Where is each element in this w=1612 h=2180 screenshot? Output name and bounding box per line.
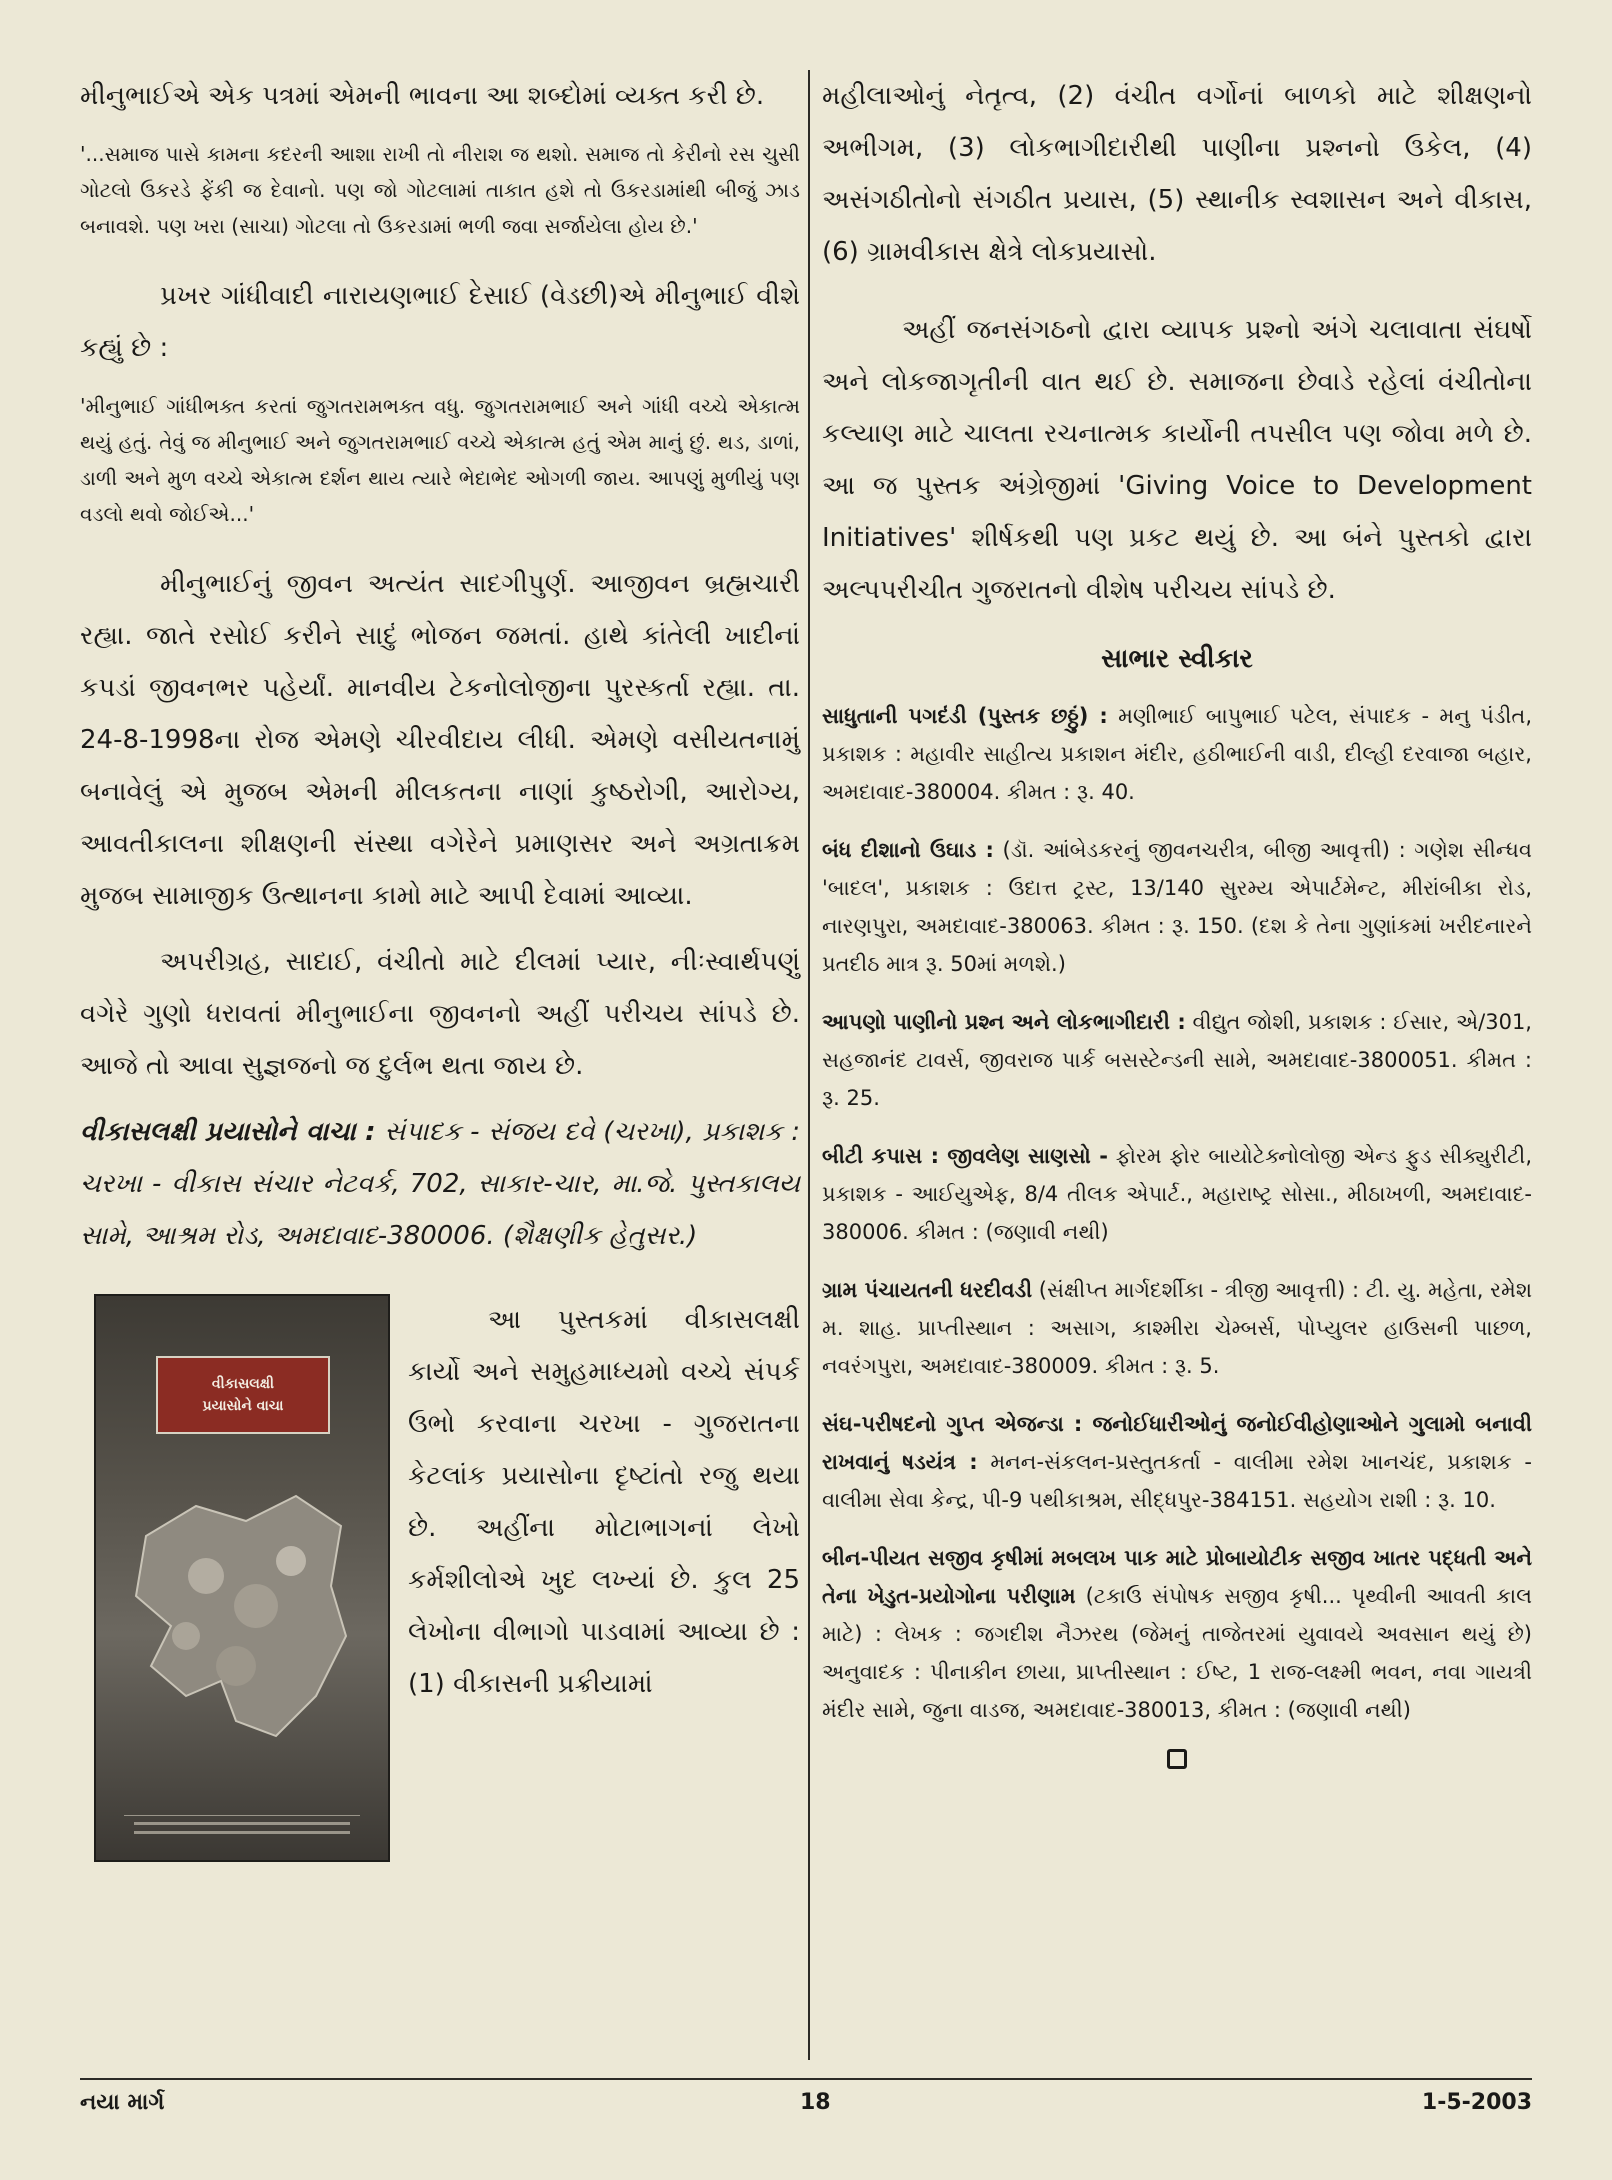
- book-cover-footer: [124, 1815, 360, 1842]
- right-column: [822, 70, 1532, 1769]
- paragraph-summary: અહીં જનસંગઠનો દ્વારા વ્યાપક પ્રશ્નો અંગે ચલાવાતા સંઘર્ષો અને લોકજાગૃતીની વાત થઈ છે. સમાજના છેવાડે રહેલાં વંચીતોના કલ્યાણ માટે ચાલતા રચનાત્મક કાર્યોની તપસીલ પણ જોવા મળે છે. આ જ પુસ્તક અંગ્રેજીમાં 'Giving Voice to Development Initiatives' શીર્ષકથી પણ પ્રકટ થયું છે. આ બંને પુસ્તકો દ્વારા અલ્પપરીચીત ગુજરાતનો વીશેષ પરીચય સાંપડે છે.: [822, 315, 1532, 605]
- quote-letter: '...સમાજ પાસે કામના કદરની આશા રાખી તો નીરાશ જ થશો. સમાજ તો કેરીનો રસ ચુસી ગોટલો ઉકરડે ફેંકી જ દેવાનો. પણ જો ગોટલામાં તાકાત હશે તો ઉકરડામાંથી બીજું ઝાડ બનાવશે. પણ ખરા (સાચા) ગોટલા તો ઉકરડામાં ભળી જવા સર્જાયેલા હોય છે.': [80, 142, 800, 238]
- book-entry: [822, 1137, 1532, 1251]
- book-reference-details: સંપાદક - સંજય દવે (ચરખા), પ્રકાશક : ચરખા - વીકાસ સંચાર નેટવર્ક, 702, સાકાર-ચાર, મા.જે. પુસ્તકાલય સામે, આશ્રમ રોડ, અમદાવાદ-380006. (શૈક્ષણીક હેતુસર.): [80, 1117, 800, 1251]
- book-description: આ પુસ્તકમાં વીકાસલક્ષી કાર્યો અને સમુહમાધ્યમો વચ્ચે સંપર્ક ઉભો કરવાના ચરખા - ગુજરાતના કેટલાંક પ્રયાસોના દૃષ્ટાંતો રજુ થયા છે. અહીંના મોટાભાગનાં લેખો કર્મશીલોએ ખુદ લખ્યાં છે. કુલ 25 લેખોના વીભાગો પાડવામાં આવ્યા છે : (1) વીકાસની પ્રક્રીયામાં: [408, 1305, 800, 1699]
- book-section: [80, 1294, 800, 1866]
- book-entry: [822, 1003, 1532, 1117]
- book-reference: [80, 1106, 800, 1262]
- book-entry: [822, 1271, 1532, 1385]
- book-entry-title: બીન-પીયત સજીવ કૃષીમાં મબલખ પાક માટે પ્રોબાયોટીક સજીવ ખાતર પદ્ધતી અને તેના ખેડુત-પ્રયોગોના પરીણામ: [822, 1546, 1532, 1608]
- cover-title-line2: પ્રયાસોને વાચા: [202, 1398, 284, 1414]
- book-entry-title: ગ્રામ પંચાયતની ધરદીવડી: [822, 1278, 1033, 1302]
- paragraph-intro: મીનુભાઈએ એક પત્રમાં એમની ભાવના આ શબ્દોમાં વ્યક્ત કરી છે.: [80, 81, 765, 111]
- book-entry-body: (સંક્ષીપ્ત માર્ગદર્શીકા - ત્રીજી આવૃત્તી) : ટી. યુ. મહેતા, રમેશ મ. શાહ. પ્રાપ્તીસ્થાન : અસાગ, કાશ્મીરા ચેમ્બર્સ, પોપ્યુલર હાઉસની પાછળ, નવરંગપુરા, અમદાવાદ-380009. કીમત : રૂ. 5.: [822, 1278, 1533, 1378]
- book-entry-body: (ડૉ. આંબેડકરનું જીવનચરીત્ર, બીજી આવૃત્તી) : ગણેશ સીન્ધવ 'બાદલ', પ્રકાશક : ઉદાત્ત ટ્રસ્ટ, 13/140 સુરમ્ય એપાર્ટમેન્ટ, મીરાંબીકા રોડ, નારણપુરા, અમદાવાદ-380063. કીમત : રૂ. 150. (દશ કે તેના ગુણાંકમાં ખરીદનારને પ્રતદીઠ માત્ર રૂ. 50માં મળશે.): [822, 838, 1532, 976]
- gujarat-map-illustration: [126, 1466, 358, 1766]
- paragraph-virtues: અપરીગ્રહ, સાદાઈ, વંચીતો માટે દીલમાં પ્યાર, નીઃસ્વાર્થપણું વગેરે ગુણો ધરાવતાં મીનુભાઈના જીવનનો અહીં પરીચય સાંપડે છે. આજે તો આવા સુજ્ઞજનો જ દુર્લભ થતા જાય છે.: [80, 947, 800, 1081]
- cover-title-line1: વીકાસલક્ષી: [211, 1376, 275, 1392]
- book-entry-title: સંઘ-પરીષદનો ગુપ્ત એજન્ડા : જનોઈધારીઓનું જનોઈવીહોણાઓને ગુલામો બનાવી રાખવાનું ષડયંત્ર :: [822, 1412, 1532, 1474]
- footer-page-number: 18: [800, 2090, 831, 2115]
- book-entry-title: બંધ દીશાનો ઉઘાડ :: [822, 838, 994, 862]
- column-divider: [808, 70, 810, 2060]
- book-reference-title: વીકાસલક્ષી પ્રયાસોને વાચા :: [80, 1117, 376, 1147]
- quote-narayan: 'મીનુભાઈ ગાંધીભક્ત કરતાં જુગતરામભક્ત વધુ. જુગતરામભાઈ અને ગાંધી વચ્ચે એકાત્મ થયું હતું. તેવું જ મીનુભાઈ અને જુગતરામભાઈ વચ્ચે એકાત્મ હતું એમ માનું છું. થડ, ડાળાં, ડાળી અને મુળ વચ્ચે એકાત્મ દર્શન થાય ત્યારે ભેદાભેદ ઓગળી જાય. આપણું મુળીયું પણ વડલો થવો જોઈએ...': [80, 394, 800, 526]
- book-entry-body: મણીભાઈ બાપુભાઈ પટેલ, સંપાદક - મનુ પંડીત, પ્રકાશક : મહાવીર સાહીત્ય પ્રકાશન મંદીર, હઠીભાઈની વાડી, દીલ્હી દરવાજા બહાર, અમદાવાદ-380004. કીમત : રૂ. 40.: [822, 704, 1532, 804]
- book-entry-title: બીટી કપાસ : જીવલેણ સાણસો -: [822, 1144, 1108, 1168]
- book-entry-body: ફોરમ ફોર બાયોટેક્નોલોજી એન્ડ ફુડ સીક્યુરીટી, પ્રકાશક - આઈયુએફ, 8/4 તીલક એપાર્ટ., મહારાષ્ટ્ર સોસા., મીઠાખળી, અમદાવાદ- 380006. કીમત : (જણાવી નથી): [822, 1144, 1532, 1244]
- book-entry: [822, 1405, 1532, 1519]
- book-entry: [822, 1539, 1532, 1729]
- book-entry-body: મનન-સંકલન-પ્રસ્તુતકર્તા - વાલીમા રમેશ ખાનચંદ, પ્રકાશક - વાલીમા સેવા કેન્દ્ર, પી-9 પથીકાશ્રમ, સીદ્ધપુર-384151. સહયોગ રાશી : રૂ. 10.: [822, 1450, 1532, 1512]
- section-heading: સાભાર સ્વીકાર: [1101, 644, 1253, 674]
- book-entry: [822, 697, 1532, 811]
- book-entry-body: વીદ્યુત જોશી, પ્રકાશક : ઈસાર, એ/301, સહજાનંદ ટાવર્સ, જીવરાજ પાર્ક બસસ્ટેન્ડની સામે, અમદાવાદ-3800051. કીમત : રૂ. 25.: [822, 1010, 1532, 1110]
- book-cover-image: [94, 1294, 390, 1862]
- footer-date: 1-5-2003: [1421, 2090, 1532, 2115]
- book-entry-title: સાધુતાની પગદંડી (પુસ્તક છઠ્ઠું) :: [822, 704, 1108, 728]
- end-mark-icon: [1167, 1749, 1187, 1769]
- paragraph-sections: મહીલાઓનું નેતૃત્વ, (2) વંચીત વર્ગોનાં બાળકો માટે શીક્ષણનો અભીગમ, (3) લોકભાગીદારીથી પાણીના પ્રશ્નનો ઉકેલ, (4) અસંગઠીતોનો સંગઠીત પ્રયાસ, (5) સ્થાનીક સ્વશાસન અને વીકાસ, (6) ગ્રામવીકાસ ક્ષેત્રે લોકપ્રયાસો.: [822, 81, 1532, 267]
- book-entry: [822, 831, 1532, 983]
- book-cover-title: [156, 1356, 330, 1434]
- footer-magazine-name: નયા માર્ગ: [80, 2090, 165, 2115]
- paragraph-narayan: પ્રખર ગાંધીવાદી નારાયણભાઈ દેસાઈ (વેડછી)એ મીનુભાઈ વીશે કહ્યું છે :: [80, 281, 800, 363]
- book-entry-body: (ટકાઉ સંપોષક સજીવ કૃષી... પૃથ્વીની આવતી કાલ માટે) : લેખક : જગદીશ નૈઝરથ (જેમનું તાજેતરમાં યુવાવયે અવસાન થયું છે) અનુવાદક : પીનાકીન છાયા, પ્રાપ્તીસ્થાન : ઈષ્ટ, 1 રાજ-લક્ષ્મી ભવન, નવા ગાયત્રી મંદીર સામે, જુના વાડજ, અમદાવાદ-380013, કીમત : (જણાવી નથી): [822, 1584, 1532, 1722]
- footer-divider: [80, 2078, 1532, 2080]
- book-entry-title: આપણો પાણીનો પ્રશ્ન અને લોકભાગીદારી :: [822, 1010, 1186, 1034]
- left-column: [80, 70, 800, 1866]
- paragraph-life: મીનુભાઈનું જીવન અત્યંત સાદગીપુર્ણ. આજીવન બ્રહ્મચારી રહ્યા. જાતે રસોઈ કરીને સાદું ભોજન જમતાં. હાથે કાંતેલી ખાદીનાં કપડાં જીવનભર પહેર્યાં. માનવીય ટેકનોલોજીના પુરસ્કર્તા રહ્યા. તા. 24-8-1998ના રોજ એમણે ચીરવીદાય લીધી. એમણે વસીયતનામું બનાવેલું એ મુજબ એમની મીલકતના નાણાં કુષ્ઠરોગી, આરોગ્ય, આવતીકાલના શીક્ષણની સંસ્થા વગેરેને પ્રમાણસર અને અગ્રતાક્રમ મુજબ સામાજીક ઉત્થાનના કામો માટે આપી દેવામાં આવ્યા.: [80, 569, 800, 911]
